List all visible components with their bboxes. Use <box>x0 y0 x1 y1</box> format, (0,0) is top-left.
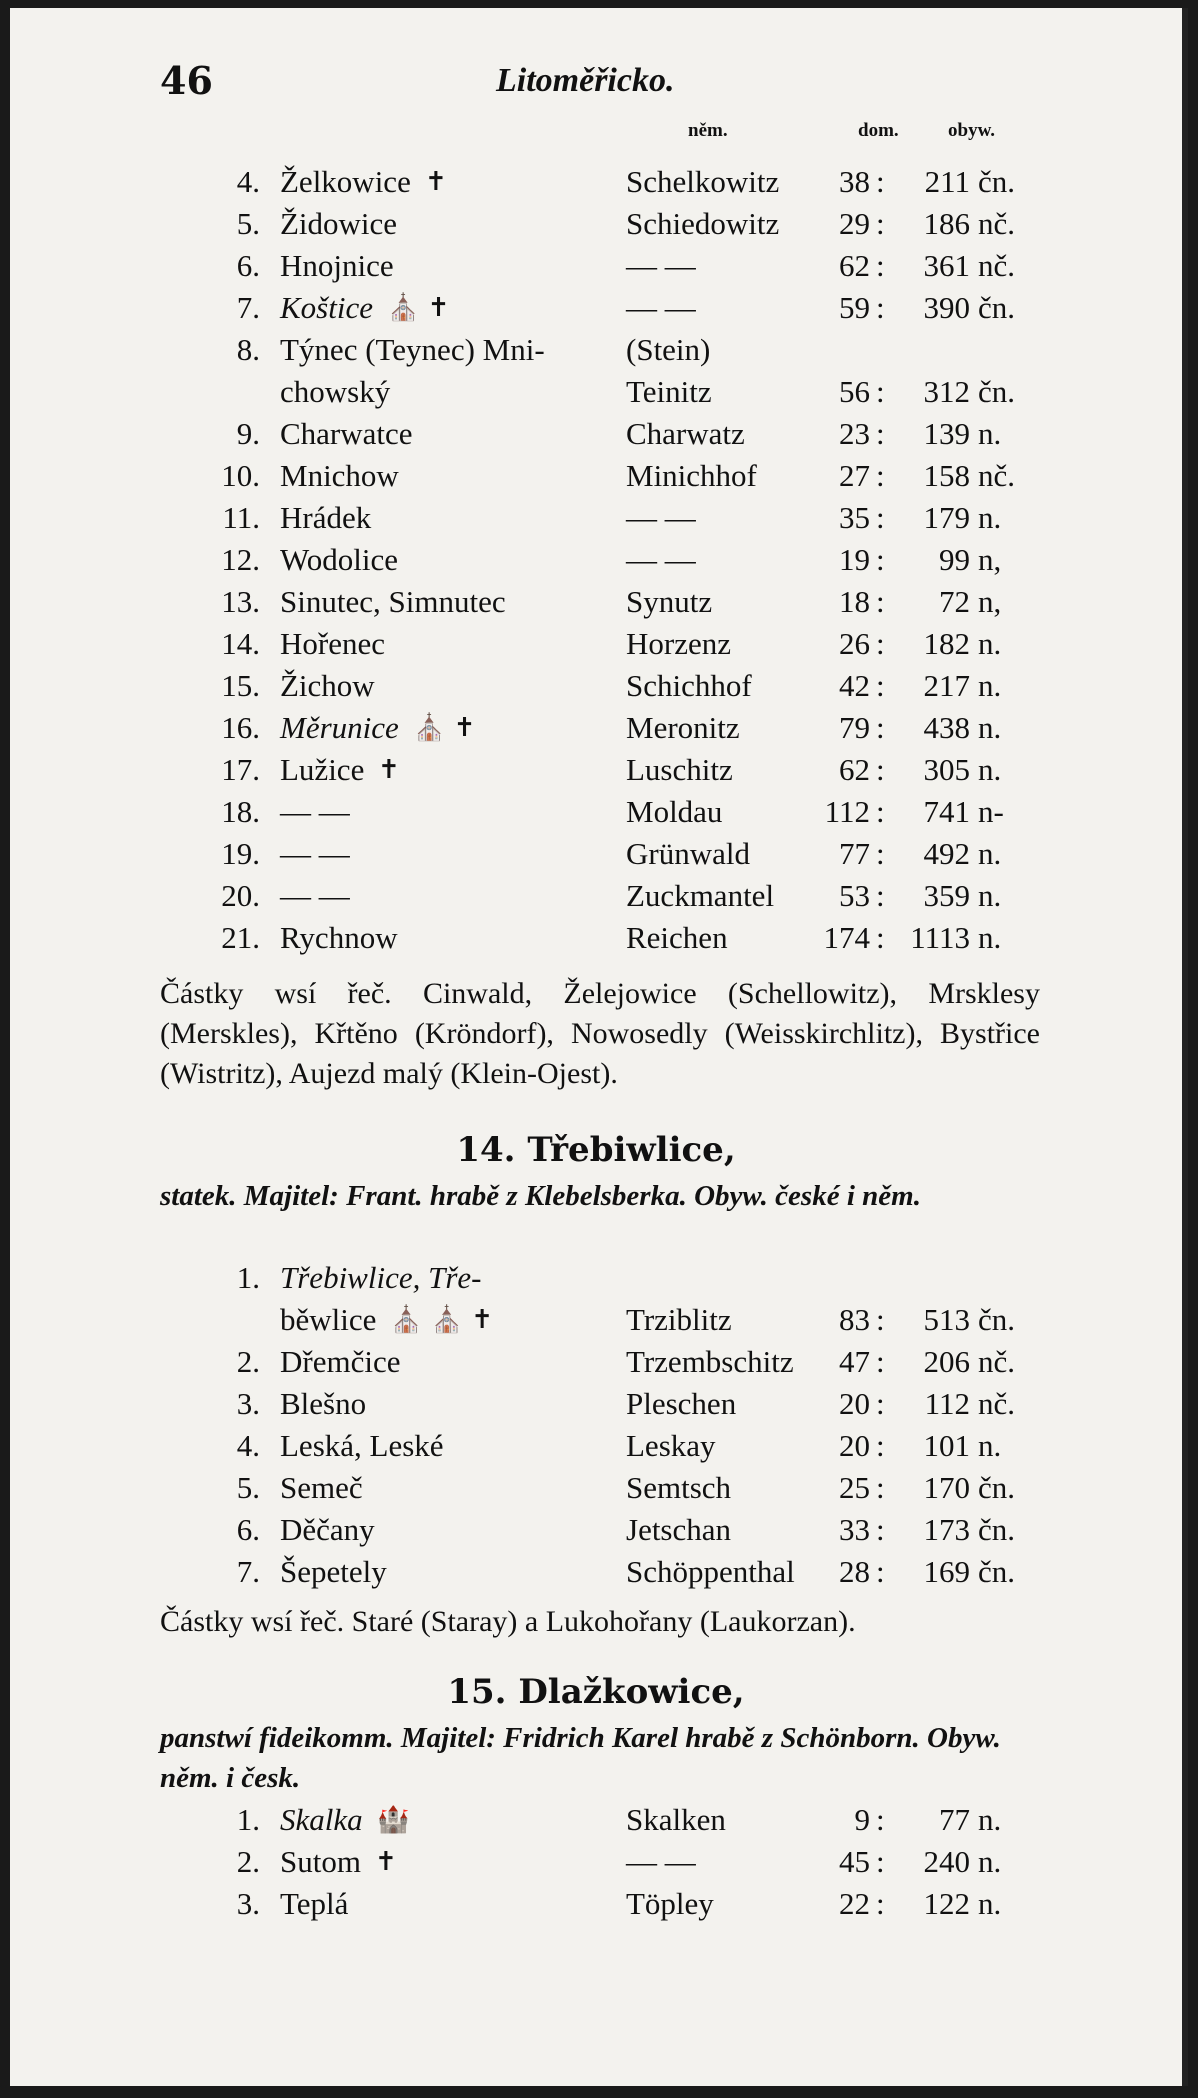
language-code: n. <box>978 1844 1002 1879</box>
language-code: n. <box>978 1886 1002 1921</box>
map-symbol-icon: ⛪ ⛪ ✝ <box>390 1305 494 1335</box>
house-count: 45 <box>839 1844 870 1879</box>
german-name: Luschitz <box>626 752 733 787</box>
ratio-separator: : <box>876 1428 885 1463</box>
inhabitant-count: 186 <box>923 206 970 241</box>
language-code: čn. <box>978 1470 1016 1505</box>
german-name: — — <box>626 542 696 577</box>
table-row <box>10 414 1182 454</box>
table-row <box>10 624 1182 664</box>
table-row <box>10 582 1182 622</box>
language-code: n- <box>978 794 1004 829</box>
row-number: 13. <box>221 584 260 619</box>
table-row <box>10 834 1182 874</box>
german-name: Schiedowitz <box>626 206 780 241</box>
language-code: n. <box>978 920 1002 955</box>
row-number: 6. <box>236 1512 260 1547</box>
row-number: 4. <box>236 1428 260 1463</box>
inhabitant-count: 211 <box>924 164 970 199</box>
table-row <box>10 162 1182 202</box>
table-row <box>10 1842 1182 1882</box>
ratio-separator: : <box>876 1886 885 1921</box>
german-name: Skalken <box>626 1802 726 1837</box>
village-name: Želkowice <box>280 164 411 199</box>
village-name: — — <box>280 836 350 871</box>
language-code: čn. <box>978 1302 1016 1337</box>
house-count: 29 <box>839 206 870 241</box>
running-title: Litoměřicko. <box>496 62 675 99</box>
ratio-separator: : <box>876 1344 885 1379</box>
house-count: 47 <box>839 1344 870 1379</box>
village-name: Semeč <box>280 1470 363 1505</box>
map-symbol-icon: ⛪ ✝ <box>413 713 476 743</box>
row-number: 1. <box>236 1260 260 1295</box>
ratio-separator: : <box>876 1386 885 1421</box>
ratio-separator: : <box>876 416 885 451</box>
village-name: Skalka <box>280 1802 363 1837</box>
book-page <box>10 8 1188 2086</box>
village-name: Hnojnice <box>280 248 394 283</box>
german-name: Meronitz <box>626 710 740 745</box>
inhabitant-count: 513 <box>923 1302 970 1337</box>
german-name: Trzembschitz <box>626 1344 794 1379</box>
table-row <box>10 540 1182 580</box>
language-code: čn. <box>978 374 1016 409</box>
german-name: — — <box>626 290 696 325</box>
house-count: 23 <box>839 416 870 451</box>
house-count: 79 <box>839 710 870 745</box>
language-code: n. <box>978 668 1002 703</box>
language-code: n. <box>978 626 1002 661</box>
house-count: 38 <box>839 164 870 199</box>
row-number: 21. <box>221 920 260 955</box>
map-symbol-icon: ✝ <box>378 755 400 785</box>
house-count: 62 <box>839 752 870 787</box>
language-code: n, <box>978 542 1002 577</box>
map-symbol-icon: 🏰 <box>377 1805 410 1835</box>
house-count: 22 <box>839 1886 870 1921</box>
inhabitant-count: 72 <box>939 584 970 619</box>
inhabitant-count: 217 <box>923 668 970 703</box>
village-name: Mnichow <box>280 458 399 493</box>
village-name: Šepetely <box>280 1554 387 1589</box>
table-row <box>10 1300 1182 1340</box>
table-row <box>10 288 1182 328</box>
row-number: 5. <box>236 206 260 241</box>
inhabitant-count: 77 <box>939 1802 970 1837</box>
inhabitant-count: 173 <box>923 1512 970 1547</box>
village-name: běwlice <box>280 1302 377 1337</box>
ratio-separator: : <box>876 878 885 913</box>
section-15-title: 15. Dlažkowice, <box>447 1672 745 1712</box>
language-code: n. <box>978 416 1002 451</box>
village-name: Rychnow <box>280 920 398 955</box>
german-name: (Stein) <box>626 332 711 367</box>
ratio-separator: : <box>876 1470 885 1505</box>
table-row <box>10 1258 1182 1298</box>
village-name: Třebiwlice, Tře- <box>280 1260 482 1295</box>
section-13-parts-note: Částky wsí řeč. Cinwald, Želejowice (Schellowitz), Mrsklesy (Merskles), Křtěno (Kröndorf), Nowosedly (Weisskirchlitz), Bystřice (Wistritz), Aujezd malý (Klein-Ojest). <box>160 977 1040 1090</box>
table-row <box>10 792 1182 832</box>
house-count: 42 <box>839 668 870 703</box>
ratio-separator: : <box>876 1302 885 1337</box>
house-count: 19 <box>839 542 870 577</box>
row-number: 3. <box>236 1886 260 1921</box>
table-row <box>10 456 1182 496</box>
language-code: nč. <box>978 206 1016 241</box>
ratio-separator: : <box>876 752 885 787</box>
row-number: 1. <box>236 1802 260 1837</box>
table-row <box>10 204 1182 244</box>
house-count: 25 <box>839 1470 870 1505</box>
village-name: Měrunice <box>280 710 399 745</box>
village-name: chowský <box>280 374 391 409</box>
ratio-separator: : <box>876 206 885 241</box>
inhabitant-count: 139 <box>923 416 970 451</box>
row-number: 2. <box>236 1844 260 1879</box>
german-name: — — <box>626 500 696 535</box>
house-count: 26 <box>839 626 870 661</box>
german-name: Töpley <box>626 1886 714 1921</box>
german-name: Teinitz <box>626 374 712 409</box>
village-name: Leská, Leské <box>280 1428 444 1463</box>
german-name: Trziblitz <box>626 1302 732 1337</box>
german-name: Semtsch <box>626 1470 732 1505</box>
village-name: Žichow <box>280 668 375 703</box>
german-name: Moldau <box>626 794 723 829</box>
ratio-separator: : <box>876 248 885 283</box>
row-number: 4. <box>236 164 260 199</box>
village-name: Koštice <box>280 290 373 325</box>
house-count: 9 <box>854 1802 870 1837</box>
table-row <box>10 708 1182 748</box>
ratio-separator: : <box>876 584 885 619</box>
row-number: 15. <box>221 668 260 703</box>
house-count: 174 <box>823 920 870 955</box>
language-code: nč. <box>978 1344 1016 1379</box>
village-name: Charwatce <box>280 416 413 451</box>
german-name: Leskay <box>626 1428 716 1463</box>
table-row <box>10 1800 1182 1840</box>
page-number: 46 <box>160 58 213 103</box>
ratio-separator: : <box>876 1802 885 1837</box>
inhabitant-count: 359 <box>923 878 970 913</box>
house-count: 28 <box>839 1554 870 1589</box>
ratio-separator: : <box>876 710 885 745</box>
table-row <box>10 750 1182 790</box>
row-number: 18. <box>221 794 260 829</box>
row-number: 6. <box>236 248 260 283</box>
inhabitant-count: 182 <box>923 626 970 661</box>
german-name: Minichhof <box>626 458 757 493</box>
row-number: 14. <box>221 626 260 661</box>
village-name: Hořenec <box>280 626 385 661</box>
table-row <box>10 918 1182 958</box>
village-name: — — <box>280 878 350 913</box>
house-count: 18 <box>839 584 870 619</box>
map-symbol-icon: ⛪ ✝ <box>387 293 450 323</box>
section-14-title: 14. Třebiwlice, <box>456 1130 736 1170</box>
language-code: n. <box>978 878 1002 913</box>
village-name: Dřemčice <box>280 1344 401 1379</box>
ratio-separator: : <box>876 836 885 871</box>
village-name: Sutom <box>280 1844 361 1879</box>
village-name: — — <box>280 794 350 829</box>
inhabitant-count: 206 <box>923 1344 970 1379</box>
col-head-german: něm. <box>688 120 728 141</box>
table-row <box>10 372 1182 412</box>
house-count: 20 <box>839 1386 870 1421</box>
house-count: 35 <box>839 500 870 535</box>
village-name: Děčany <box>280 1512 375 1547</box>
village-name: Týnec (Teynec) Mni- <box>280 332 545 367</box>
table-row <box>10 1510 1182 1550</box>
row-number: 7. <box>236 1554 260 1589</box>
table-row <box>10 1384 1182 1424</box>
inhabitant-count: 101 <box>923 1428 970 1463</box>
ratio-separator: : <box>876 1844 885 1879</box>
house-count: 62 <box>839 248 870 283</box>
row-number: 8. <box>236 332 260 367</box>
section-15-statement: panstwí fideikomm. Majitel: Fridrich Karel hrabě z Schönborn. Obyw. něm. i česk. <box>160 1722 1001 1794</box>
section-14-statement: statek. Majitel: Frant. hrabě z Klebelsberka. Obyw. české i něm. <box>160 1180 921 1212</box>
language-code: čn. <box>978 164 1016 199</box>
language-code: n. <box>978 752 1002 787</box>
german-name: Pleschen <box>626 1386 737 1421</box>
language-code: n. <box>978 710 1002 745</box>
row-number: 16. <box>221 710 260 745</box>
inhabitant-count: 158 <box>923 458 970 493</box>
ratio-separator: : <box>876 1554 885 1589</box>
inhabitant-count: 438 <box>923 710 970 745</box>
village-name: Lužice <box>280 752 365 787</box>
inhabitant-count: 390 <box>923 290 970 325</box>
german-name: Charwatz <box>626 416 745 451</box>
table-row <box>10 1342 1182 1382</box>
col-head-houses: dom. <box>858 120 899 141</box>
german-name: Jetschan <box>626 1512 732 1547</box>
house-count: 56 <box>839 374 870 409</box>
inhabitant-count: 112 <box>924 1386 970 1421</box>
german-name: Horzenz <box>626 626 731 661</box>
section-14-parts-note: Částky wsí řeč. Staré (Staray) a Lukohořany (Laukorzan). <box>160 1605 856 1638</box>
german-name: Reichen <box>626 920 728 955</box>
inhabitant-count: 122 <box>923 1886 970 1921</box>
inhabitant-count: 99 <box>939 542 970 577</box>
german-name: Schichhof <box>626 668 752 703</box>
inhabitant-count: 305 <box>923 752 970 787</box>
table-row <box>10 1884 1182 1924</box>
ratio-separator: : <box>876 1512 885 1547</box>
inhabitant-count: 741 <box>923 794 970 829</box>
table-row <box>10 666 1182 706</box>
language-code: nč. <box>978 458 1016 493</box>
village-name: Sinutec, Simnutec <box>280 584 506 619</box>
house-count: 33 <box>839 1512 870 1547</box>
table-row <box>10 876 1182 916</box>
ratio-separator: : <box>876 794 885 829</box>
house-count: 83 <box>839 1302 870 1337</box>
german-name: Grünwald <box>626 836 750 871</box>
german-name: Zuckmantel <box>626 878 775 913</box>
table-row <box>10 1426 1182 1466</box>
house-count: 112 <box>824 794 870 829</box>
row-number: 17. <box>221 752 260 787</box>
map-symbol-icon: ✝ <box>425 167 447 197</box>
row-number: 3. <box>236 1386 260 1421</box>
language-code: nč. <box>978 1386 1016 1421</box>
row-number: 2. <box>236 1344 260 1379</box>
german-name: Synutz <box>626 584 713 619</box>
ratio-separator: : <box>876 290 885 325</box>
row-number: 5. <box>236 1470 260 1505</box>
house-count: 27 <box>839 458 870 493</box>
ratio-separator: : <box>876 164 885 199</box>
inhabitant-count: 240 <box>923 1844 970 1879</box>
page-header <box>10 58 1182 108</box>
row-number: 10. <box>221 458 260 493</box>
table-row <box>10 330 1182 370</box>
ratio-separator: : <box>876 500 885 535</box>
house-count: 77 <box>839 836 870 871</box>
ratio-separator: : <box>876 668 885 703</box>
inhabitant-count: 361 <box>923 248 970 283</box>
col-head-inhabitants: obyw. <box>948 120 995 141</box>
inhabitant-count: 312 <box>923 374 970 409</box>
house-count: 20 <box>839 1428 870 1463</box>
language-code: čn. <box>978 1554 1016 1589</box>
row-number: 12. <box>221 542 260 577</box>
ratio-separator: : <box>876 920 885 955</box>
village-name: Teplá <box>280 1886 349 1921</box>
map-symbol-icon: ✝ <box>375 1847 397 1877</box>
language-code: čn. <box>978 1512 1016 1547</box>
inhabitant-count: 170 <box>923 1470 970 1505</box>
inhabitant-count: 1113 <box>910 920 970 955</box>
village-name: Blešno <box>280 1386 367 1421</box>
ratio-separator: : <box>876 542 885 577</box>
table-row <box>10 246 1182 286</box>
language-code: n. <box>978 836 1002 871</box>
village-name: Židowice <box>280 206 398 241</box>
house-count: 53 <box>839 878 870 913</box>
language-code: n. <box>978 500 1002 535</box>
row-number: 19. <box>221 836 260 871</box>
language-code: n, <box>978 584 1002 619</box>
table-row <box>10 498 1182 538</box>
table-row <box>10 1552 1182 1592</box>
inhabitant-count: 179 <box>923 500 970 535</box>
table-row <box>10 1468 1182 1508</box>
language-code: n. <box>978 1802 1002 1837</box>
language-code: n. <box>978 1428 1002 1463</box>
village-name: Wodolice <box>280 542 399 577</box>
language-code: nč. <box>978 248 1016 283</box>
inhabitant-count: 169 <box>923 1554 970 1589</box>
language-code: čn. <box>978 290 1016 325</box>
german-name: Schelkowitz <box>626 164 780 199</box>
ratio-separator: : <box>876 458 885 493</box>
row-number: 11. <box>222 500 260 535</box>
german-name: — — <box>626 248 696 283</box>
row-number: 20. <box>221 878 260 913</box>
ratio-separator: : <box>876 626 885 661</box>
ratio-separator: : <box>876 374 885 409</box>
inhabitant-count: 492 <box>923 836 970 871</box>
village-name: Hrádek <box>280 500 372 535</box>
row-number: 9. <box>236 416 260 451</box>
german-name: Schöppenthal <box>626 1554 795 1589</box>
house-count: 59 <box>839 290 870 325</box>
row-number: 7. <box>236 290 260 325</box>
german-name: — — <box>626 1844 696 1879</box>
